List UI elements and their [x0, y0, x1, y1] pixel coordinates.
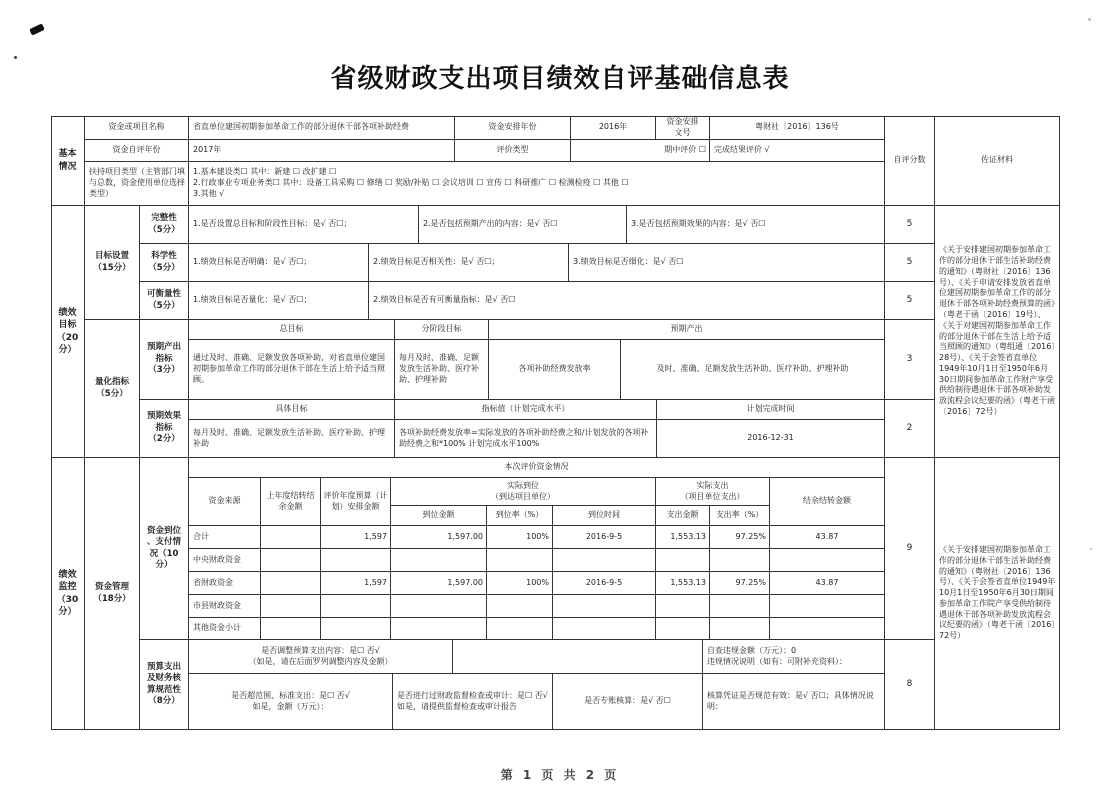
scan-dot-mark — [1088, 18, 1091, 21]
fund-row-payment-rate: 97.25% — [710, 526, 770, 549]
fund-row-last-balance — [261, 595, 321, 618]
completeness-item-1: 1.是否设置总目标和阶段性目标：是√ 否☐； — [189, 206, 419, 244]
quantitative-indicator-label: 量化指标 （5分） — [85, 320, 140, 458]
measurable-label: 可衡量性 （5分） — [140, 282, 189, 320]
fund-row-budget — [321, 549, 391, 572]
measurable-item-1: 1.绩效目标是否量化：是√ 否☐； — [189, 282, 369, 320]
fund-row-payment-rate: 97.25% — [710, 572, 770, 595]
completeness-label: 完整性 （5分） — [140, 206, 189, 244]
fund-management-label: 资金管理 （18分） — [85, 458, 140, 730]
fund-row-last-balance — [261, 549, 321, 572]
effect-plan-time: 2016-12-31 — [657, 420, 885, 458]
arrival-rate-header: 到位率（%） — [487, 506, 553, 526]
fund-row-arrival-rate — [487, 595, 553, 618]
fund-row-payment-rate — [710, 618, 770, 640]
fund-row-arrival-time: 2016-9-5 — [553, 526, 656, 549]
audit-text: 是否进行过财政监督检查或审计：是☐ 否√ 如是，请提供监督检查或审计报告 — [393, 674, 553, 730]
fund-row-balance: 43.87 — [770, 526, 885, 549]
fund-flow-score: 9 — [885, 458, 935, 640]
payment-amount-header: 支出金额 — [656, 506, 710, 526]
actual-payment-header: 实际支出 （项目单位支出） — [656, 478, 770, 506]
scan-dot-mark — [1090, 548, 1092, 550]
stage-goal-header: 分阶段目标 — [395, 320, 489, 340]
scientific-item-2: 2.绩效目标是否相关性：是√ 否☐； — [369, 244, 569, 282]
eval-year-value: 2017年 — [189, 140, 455, 162]
budget-compliance-label: 预算支出 及财务核 算规范性 （8分） — [140, 640, 189, 730]
fund-row-arrival-time — [553, 618, 656, 640]
fund-row-arrival-amount — [391, 618, 487, 640]
plan-time-header: 计划完成时间 — [657, 400, 885, 420]
fund-row-arrival-rate — [487, 618, 553, 640]
evidence-column-header: 佐证材料 — [935, 116, 1060, 206]
specific-goal-header: 具体目标 — [189, 400, 395, 420]
expected-output-header: 预期产出 — [489, 320, 885, 340]
actual-arrival-header: 实际到位 （到达项目单位） — [391, 478, 656, 506]
year-budget-header: 评价年度预算（计划）安排金额 — [321, 478, 391, 526]
violation-text: 自查违规金额（万元）：0 违规情况说明（如有：可附补充资料）： — [703, 640, 885, 674]
fund-row-balance — [770, 618, 885, 640]
fund-row-arrival-amount: 1,597.00 — [391, 526, 487, 549]
fund-source-header: 资金来源 — [189, 478, 261, 526]
eval-type-mid-option: 期中评价 ☐ — [571, 140, 710, 162]
fund-row-payment-amount: 1,553.13 — [656, 526, 710, 549]
target-section-label: 绩效 目标 （20 分） — [51, 206, 85, 458]
arrival-amount-header: 到位金额 — [391, 506, 487, 526]
scientific-item-1: 1.绩效目标是否明确：是√ 否☐； — [189, 244, 369, 282]
fund-row-arrival-amount — [391, 595, 487, 618]
arrange-year-value: 2016年 — [571, 116, 656, 140]
fund-row-balance: 43.87 — [770, 572, 885, 595]
fund-row-arrival-rate: 100% — [487, 572, 553, 595]
fund-row-payment-rate — [710, 595, 770, 618]
budget-adjust-text: 是否调整预算支出内容：是☐ 否√ （如是，请在后面罗列调整内容及金额） — [189, 640, 453, 674]
fund-row-arrival-amount: 1,597.00 — [391, 572, 487, 595]
fund-row-balance — [770, 595, 885, 618]
evaluation-form-table — [51, 116, 1060, 730]
arrival-time-header: 到位时间 — [553, 506, 656, 526]
score-column-header: 自评分数 — [885, 116, 935, 206]
fund-row-payment-amount: 1,553.13 — [656, 572, 710, 595]
output-description-text: 及时、准确、足额发放生活补助、医疗补助、护理补助 — [621, 340, 885, 400]
fund-row-arrival-rate: 100% — [487, 526, 553, 549]
effect-goal-text: 每月及时、准确、足额发放生活补助、医疗补助、护理补助 — [189, 420, 395, 458]
output-score: 3 — [885, 320, 935, 400]
voucher-text: 核算凭证是否规范有效：是√ 否☐；具体情况说明： — [703, 674, 885, 730]
page-footer: 第 1 页 共 2 页 — [500, 768, 620, 782]
fund-row-last-balance — [261, 618, 321, 640]
blank-cell — [453, 640, 703, 674]
project-name-value: 省直单位建国初期参加革命工作的部分退休干部各项补助经费 — [189, 116, 455, 140]
fund-row-balance — [770, 549, 885, 572]
fund-row-last-balance — [261, 572, 321, 595]
total-goal-text: 通过及时、准确、足额发放各项补助，对省直单位建国初期参加革命工作的部分退休干部在生活上给予适当照顾。 — [189, 340, 395, 400]
last-year-balance-header: 上年度结转结余金额 — [261, 478, 321, 526]
total-goal-header: 总目标 — [189, 320, 395, 340]
fund-row-payment-amount — [656, 618, 710, 640]
arrange-year-label: 资金安排年份 — [455, 116, 571, 140]
fund-flow-label: 资金到位 、支付情 况（10 分） — [140, 458, 189, 640]
fund-row-source: 中央财政资金 — [189, 549, 261, 572]
over-scope-text: 是否超范围、标准支出：是☐ 否√ 如是，金额（万元）： — [189, 674, 393, 730]
fund-row-source: 其他资金小计 — [189, 618, 261, 640]
fund-status-header: 本次评价资金情况 — [189, 458, 885, 478]
completeness-item-3: 3.是否包括预期效果的内容：是√ 否☐ — [627, 206, 885, 244]
fund-row-source: 市县财政资金 — [189, 595, 261, 618]
effect-indicator-text: 各项补助经费发放率=实际发放的各项补助经费之和/计划发放的各项补助经费之和*100% 计划完成水平100% — [395, 420, 657, 458]
indicator-value-header: 指标值（计划完成水平） — [395, 400, 657, 420]
fund-row-budget — [321, 618, 391, 640]
monitor-section-label: 绩效 监控 （30 分） — [51, 458, 85, 730]
completeness-item-2: 2.是否包括预期产出的内容：是√ 否☐ — [419, 206, 627, 244]
doc-number-label: 资金安排 文号 — [656, 116, 710, 140]
output-item-text: 各项补助经费发放率 — [489, 340, 621, 400]
fund-row-budget: 1,597 — [321, 572, 391, 595]
stage-goal-text: 每月及时、准确、足额发放生活补助、医疗补助、护理补助 — [395, 340, 489, 400]
fund-row-arrival-amount — [391, 549, 487, 572]
eval-year-label: 资金自评年份 — [85, 140, 189, 162]
expected-output-label: 预期产出 指标 （3分） — [140, 320, 189, 400]
fund-row-last-balance — [261, 526, 321, 549]
monitor-evidence-text: 《关于安排建国初期参加革命工作的部分退休干部生活补助经费的通知》（粤财社〔2016〕136号）、《关于会签省直单位1949年10月1日至1950年6月30日期间参加革命工作院产享受供给制待遇退休干部各项补助发放流程会议纪要的函》（粤老干函〔2016〕72号） — [935, 458, 1060, 730]
scientific-label: 科学性 （5分） — [140, 244, 189, 282]
fund-row-payment-amount — [656, 595, 710, 618]
fund-row-arrival-time — [553, 595, 656, 618]
measurable-score: 5 — [885, 282, 935, 320]
project-category-value: 1.基本建设类☐ 其中：新建 ☐ 改扩建 ☐ 2.行政事业专项业务类☐ 其中：设备工具采购 ☐ 修缮 ☐ 奖励/补贴 ☐ 会议培训 ☐ 宣传 ☐ 科研推广 ☐ 检测检疫 ☐ 其他 ☐ 3.其他 √ — [189, 162, 885, 206]
target-evidence-text: 《关于安排建国初期参加革命工作的部分退休干部生活补助经费的通知》（粤财社〔2016〕136号）、《关于申请安排发放省直单位建国初期参加革命工作的部分退休干部各项补助经费预算的函》（粤老干函〔2016〕19号）、《关于对建国初期参加革命工作的部分退休干部在生活上给予适当照顾的通知》（粤组通〔2016〕28号）、《关于会签省直单位1949年10月1日至1950年6月30日期间参加革命工作财产享受供给制待遇退休干部各项补助发放流程会议纪要的函》（粤老干函〔2016〕72号） — [935, 206, 1060, 458]
expected-effect-label: 预期效果 指标 （2分） — [140, 400, 189, 458]
fund-row-budget: 1,597 — [321, 526, 391, 549]
fund-row-source: 合计 — [189, 526, 261, 549]
fund-row-arrival-time — [553, 549, 656, 572]
eval-type-final-option: 完成结果评价 √ — [710, 140, 885, 162]
eval-type-label: 评价类型 — [455, 140, 571, 162]
page-title: 省级财政支出项目绩效自评基础信息表 — [330, 64, 790, 94]
scientific-score: 5 — [885, 244, 935, 282]
fund-row-budget — [321, 595, 391, 618]
basic-section-label: 基本 情况 — [51, 116, 85, 206]
fund-row-payment-rate — [710, 549, 770, 572]
doc-number-value: 粤财社〔2016〕136号 — [710, 116, 885, 140]
effect-score: 2 — [885, 400, 935, 458]
compliance-score: 8 — [885, 640, 935, 730]
scientific-item-3: 3.绩效目标是否细化：是√ 否☐ — [569, 244, 885, 282]
project-category-label: 扶持项目类型（主管部门填与总数，资金使用单位选择类型） — [85, 162, 189, 206]
fund-row-payment-amount — [656, 549, 710, 572]
special-account-text: 是否专账核算：是√ 否☐ — [553, 674, 703, 730]
measurable-item-2: 2.绩效目标是否有可衡量指标：是√ 否☐ — [369, 282, 885, 320]
fund-row-arrival-time: 2016-9-5 — [553, 572, 656, 595]
balance-header: 结余结转金额 — [770, 478, 885, 526]
project-name-label: 资金或项目名称 — [85, 116, 189, 140]
fund-row-arrival-rate — [487, 549, 553, 572]
payment-rate-header: 支出率（%） — [710, 506, 770, 526]
completeness-score: 5 — [885, 206, 935, 244]
target-setting-label: 目标设置 （15分） — [85, 206, 140, 320]
fund-row-source: 省财政资金 — [189, 572, 261, 595]
scan-smudge-mark — [29, 23, 45, 35]
